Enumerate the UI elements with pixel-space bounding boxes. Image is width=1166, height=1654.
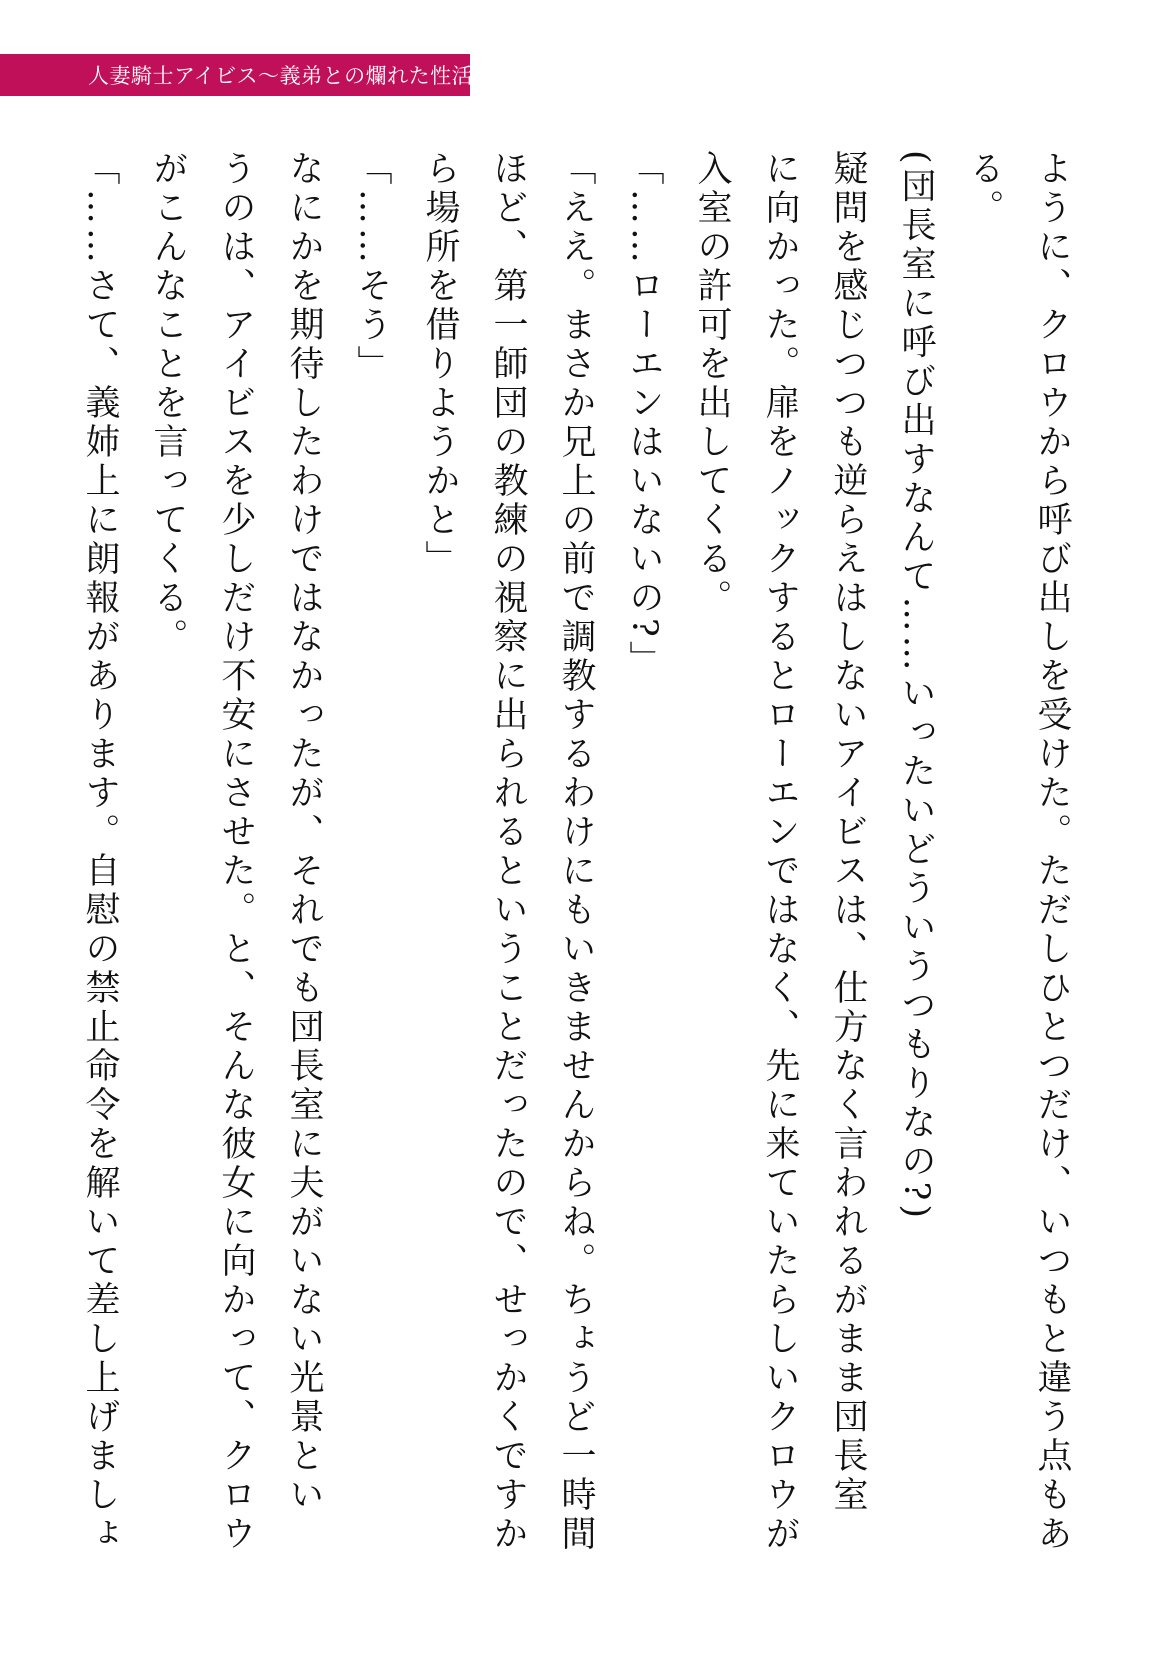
text-line: 「……そう」 [352, 150, 392, 384]
text-line: に向かった。扉をノックするとローエンではなく、先に来ていたらしいクロウが [760, 150, 800, 1554]
vertical-text-body [76, 150, 1086, 1560]
text-line: ほど、第一師団の教練の視察に出られるということだったので、せっかくですか [488, 150, 528, 1554]
text-line: 「ええ。まさか兄上の前で調教するわけにもいきませんからね。ちょうど一時間 [556, 150, 596, 1554]
running-header [0, 54, 495, 96]
text-line: ら場所を借りようかと」 [420, 150, 460, 579]
text-line: 疑問を感じつつも逆らえはしないアイビスは、仕方なく言われるがまま団長室 [828, 150, 868, 1515]
text-line: る。 [964, 150, 1004, 228]
book-title: 人妻騎士アイビス〜義弟との爛れた性活〜 [88, 64, 495, 88]
text-line: ように、クロウから呼び出しを受けた。ただしひとつだけ、いつもと違う点もあ [1032, 150, 1072, 1554]
text-line: がこんなことを言ってくる。 [148, 150, 188, 657]
text-line: なにかを期待したわけではなかったが、それでも団長室に夫がいない光景とい [284, 150, 324, 1515]
text-line: (団長室に呼び出すなんて……いったいどういうつもりなの?) [896, 150, 936, 1223]
text-line: 「……さて、義姉上に朗報があります。自慰の禁止命令を解いて差し上げましょ [80, 150, 120, 1554]
text-line: 入室の許可を出してくる。 [692, 150, 732, 618]
text-line: 「……ローエンはいないの?」 [624, 150, 664, 680]
text-line: うのは、アイビスを少しだけ不安にさせた。と、そんな彼女に向かって、クロウ [216, 150, 256, 1554]
